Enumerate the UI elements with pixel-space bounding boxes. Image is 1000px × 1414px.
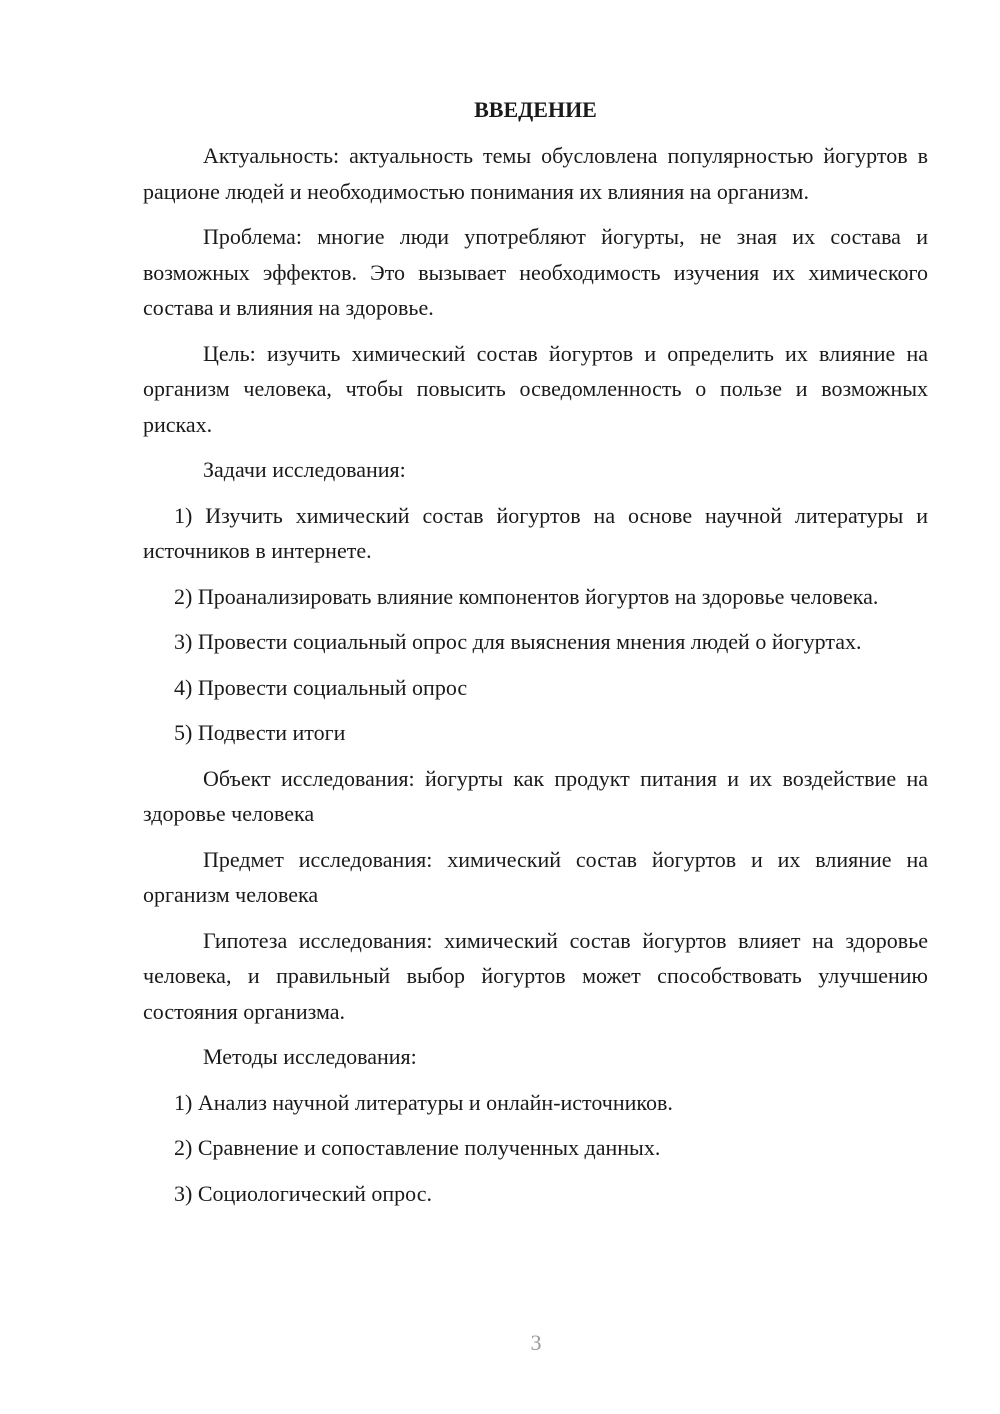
paragraph-subject: Предмет исследования: химический состав йогуртов и их влияние на организм человека: [143, 846, 928, 907]
task-item-5: 5) Подвести итоги: [174, 720, 346, 745]
task-item-1: 1) Изучить химический состав йогуртов на основе научной литературы и источников в интернете.: [143, 502, 928, 563]
methods-heading: Методы исследования:: [203, 1044, 417, 1069]
task-item-3: 3) Провести социальный опрос для выяснения мнения людей о йогуртах.: [174, 629, 862, 654]
method-item-1: 1) Анализ научной литературы и онлайн-источников.: [174, 1089, 673, 1115]
page-title: ВВЕДЕНИЕ: [474, 97, 597, 122]
paragraph-goal: Цель: изучить химический состав йогуртов и определить их влияние на организм человека, чтобы повысить осведомленность о пользе и возможных рисках.: [143, 340, 928, 437]
task-item-4: 4) Провести социальный опрос: [174, 674, 468, 700]
task-item-2: 2) Проанализировать влияние компонентов йогуртов на здоровье человека.: [174, 583, 879, 609]
paragraph-object: Объект исследования: йогурты как продукт питания и их воздействие на здоровье человека: [143, 765, 928, 826]
method-item-2: 2) Сравнение и сопоставление полученных данных.: [174, 1135, 661, 1160]
tasks-heading: Задачи исследования:: [203, 457, 406, 482]
method-item-3: 3) Социологический опрос.: [174, 1180, 432, 1206]
paragraph-problem: Проблема: многие люди употребляют йогурты, не зная их состава и возможных эффектов. Это вызывает необходимость изучения их химического состава и влияния на здоровье.: [143, 224, 928, 320]
page-content: [143, 92, 928, 1221]
page-number: 3: [530, 1330, 542, 1355]
paragraph-relevance: Актуальность: актуальность темы обусловлена популярностью йогуртов в рационе людей и необходимостью понимания их влияния на организм.: [143, 143, 928, 204]
paragraph-hypothesis: Гипотеза исследования: химический состав йогуртов влияет на здоровье человека, и правильный выбор йогуртов может способствовать улучшению состояния организма.: [143, 927, 928, 1024]
